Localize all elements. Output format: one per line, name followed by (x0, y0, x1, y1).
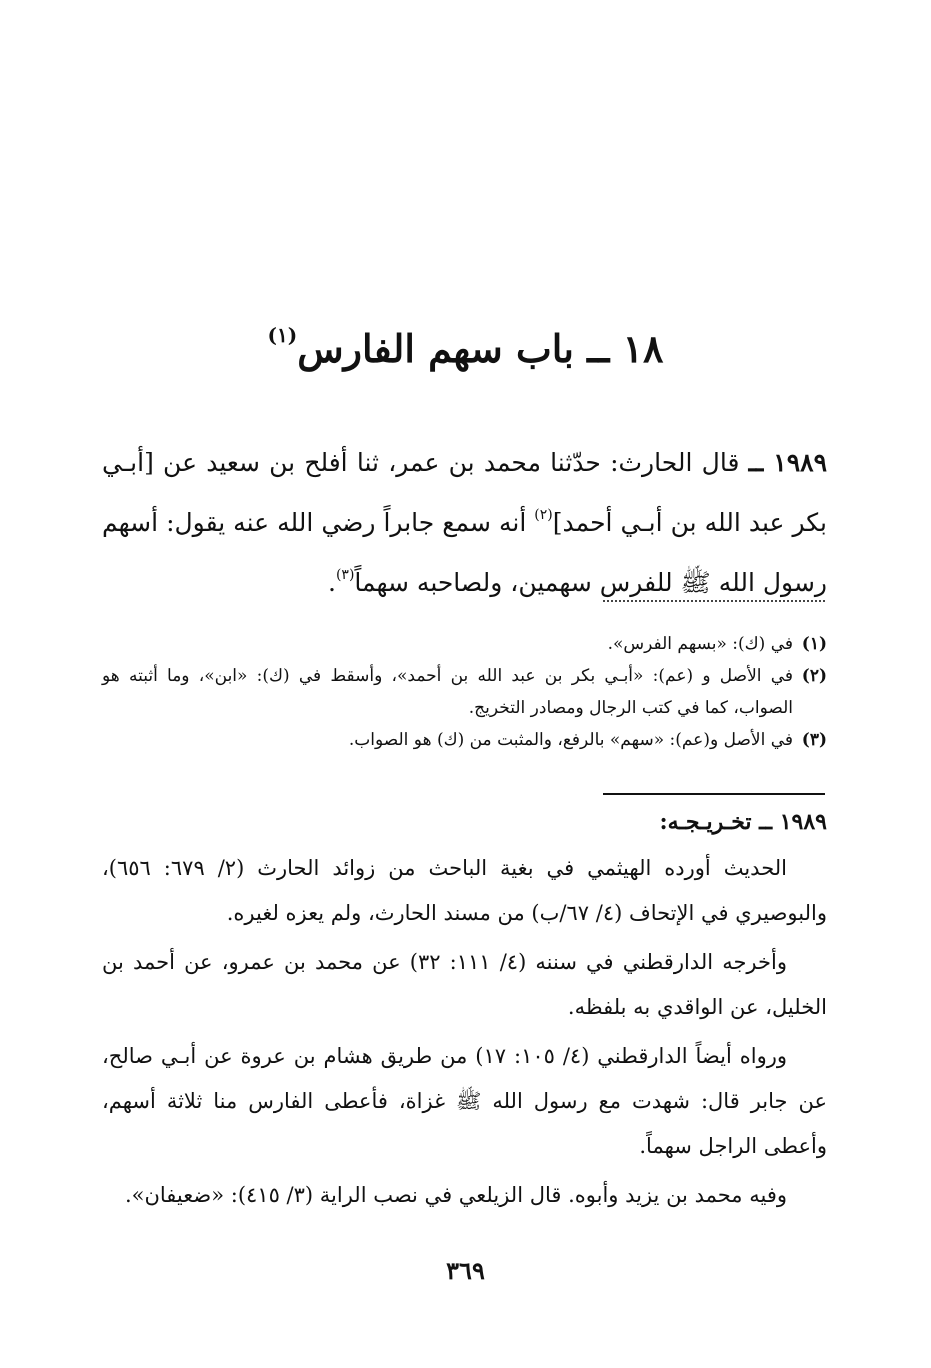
footnote-ref-2: (٢) (534, 507, 553, 523)
hadith-number: ١٩٨٩ ــ (748, 448, 827, 477)
takhrij-paragraph: وأخرجه الدارقطني في سننه (٤/ ١١١: ٣٢) عن محمد بن عمرو، عن أحمد بن الخليل، عن الواقدي به بلفظه. (102, 950, 827, 1019)
page-number: ٣٦٩ (446, 1256, 485, 1285)
chapter-title-text: ١٨ ــ باب سهم الفارس (297, 326, 664, 371)
footnote-number: (٣) (801, 730, 827, 750)
footnotes-list (102, 628, 827, 756)
footnote (102, 628, 827, 660)
hadith-text-part2: أنه سمع جابراً رضي الله عنه يقول: أسهم رسول الله ﷺ للفرس سهمين، ولصاحبه سهماً (102, 508, 827, 597)
footnote (102, 724, 827, 756)
takhrij-separator (603, 793, 825, 795)
hadith-text-part1: قال الحارث: حدّثنا محمد بن عمر، ثنا أفلح بن سعيد عن [أبـي بكر عبد الله بن أبـي أحمد] (102, 448, 827, 537)
takhrij-section (102, 846, 827, 1222)
takhrij-heading: ١٩٨٩ ــ تخـريـجـه: (659, 809, 827, 835)
chapter-footnote-ref: (١) (267, 323, 298, 347)
footnote-text: في الأصل و(عم): «سهم» بالرفع، والمثبت من (ك) هو الصواب. (348, 730, 793, 750)
takhrij-paragraph: وفيه محمد بن يزيد وأبوه. قال الزيلعي في نصب الراية (٣/ ٤١٥): «ضعيفان». (124, 1183, 787, 1207)
footnote-number: (٢) (801, 666, 827, 686)
footnote-text: في الأصل و (عم): «أبـي بكر بن عبد الله بن أحمد»، وأسقط في (ك): «ابن»، وما أثبته هو الصواب، كما في كتب الرجال ومصادر التخريج. (102, 666, 793, 718)
hadith-text (102, 436, 827, 609)
footnote (102, 660, 827, 724)
footnote-text: في (ك): «بسهم الفرس». (607, 634, 793, 654)
takhrij-paragraph: ورواه أيضاً الدارقطني (٤/ ١٠٥: ١٧) من طريق هشام بن عروة عن أبـي صالح، عن جابر قال: شهدت مع رسول الله ﷺ غزاة، فأعطى الفارس منا ثلاثة أسهم، وأعطى الراجل سهماً. (102, 1044, 827, 1158)
footnote-number: (١) (801, 634, 827, 654)
footnote-separator (603, 600, 825, 602)
takhrij-paragraph: الحديث أورده الهيثمي في بغية الباحث من زوائد الحارث (٢/ ٦٧٩: ٦٥٦)، والبوصيري في الإتحاف (٤/ ٦٧/ب) من مسند الحارث، ولم يعزه لغيره. (102, 856, 827, 925)
footnote-ref-3: (٣) (335, 567, 355, 583)
hadith-text-end: . (328, 568, 336, 597)
chapter-title (0, 305, 931, 379)
